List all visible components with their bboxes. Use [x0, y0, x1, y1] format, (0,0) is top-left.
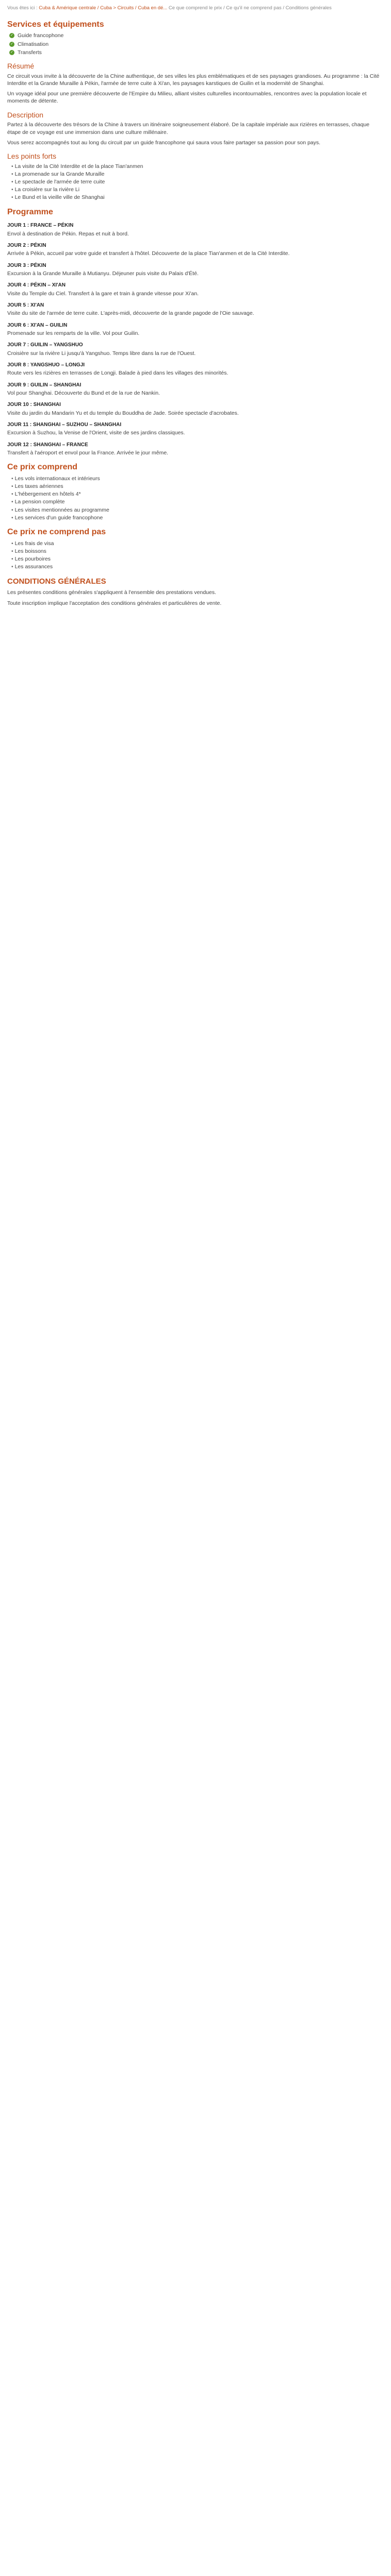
conditions-title: CONDITIONS GÉNÉRALES	[7, 577, 106, 586]
breadcrumb-link[interactable]: Cuba & Amérique centrale / Cuba > Circuits / Cuba en dé...	[39, 5, 168, 11]
day-title: JOUR 12 : SHANGHAI – FRANCE	[7, 442, 88, 448]
highlight-item: • Le Bund et la vieille ville de Shanghai	[11, 194, 384, 201]
day-text: Arrivée à Pékin, accueil par votre guide et transfert à l'hôtel. Découverte de la place Tian'anmen et de la Cité Interdite.	[7, 250, 290, 257]
day-title: JOUR 3 : PÉKIN	[7, 262, 46, 268]
day-title: JOUR 11 : SHANGHAI – SUZHOU – SHANGHAI	[7, 421, 122, 428]
day-text: Excursion à la Grande Muraille à Mutianyu. Déjeuner puis visite du Palais d'Été.	[7, 270, 199, 277]
day-title: JOUR 6 : XI'AN – GUILIN	[7, 322, 68, 328]
price-include-item: • Les services d'un guide francophone	[11, 514, 384, 521]
price-include-item: • L'hébergement en hôtels 4*	[11, 490, 384, 498]
breadcrumb-tail: Ce que comprend le prix / Ce qu'il ne comprend pas / Conditions générales	[168, 5, 332, 11]
day-title: JOUR 2 : PÉKIN	[7, 242, 46, 248]
day-title: JOUR 4 : PÉKIN – XI'AN	[7, 282, 66, 289]
highlights-title: Les points forts	[7, 151, 56, 160]
description-paragraph: Partez à la découverte des trésors de la Chine à travers un itinéraire soigneusement élaboré. De la capitale impériale aux rizières en terrasses, chaque étape de ce voyage est une immersion dans une culture millénaire.	[7, 122, 370, 135]
intro-title: Résumé	[7, 61, 35, 70]
day-title: JOUR 7 : GUILIN – YANGSHUO	[7, 342, 83, 348]
price-exclude-item: • Les pourboires	[11, 555, 384, 563]
description-paragraph: Vous serez accompagnés tout au long du circuit par un guide francophone qui saura vous faire partager sa passion pour son pays.	[7, 139, 321, 146]
day-text: Visite du Temple du Ciel. Transfert à la gare et train à grande vitesse pour Xi'an.	[7, 290, 199, 297]
day-text: Promenade sur les remparts de la ville. Vol pour Guilin.	[7, 330, 140, 337]
intro-paragraph: Ce circuit vous invite à la découverte de la Chine authentique, de ses villes les plus emblématiques et de ses paysages grandioses. Au programme : la Cité Interdite et la Grande Muraille à Pékin, l'armée de terre cuite à Xi'an, les paysages karstiques de Guilin et la modernité de Shanghai.	[7, 73, 380, 87]
conditions-paragraph: Toute inscription implique l'acceptation des conditions générales et particulières de vente.	[7, 600, 222, 606]
day-text: Visite du site de l'armée de terre cuite. L'après-midi, découverte de la grande pagode de l'Oie sauvage.	[7, 310, 254, 317]
highlight-item: • Le spectacle de l'armée de terre cuite	[11, 178, 384, 185]
highlight-item: • La promenade sur la Grande Muraille	[11, 171, 384, 178]
price-exclude-item: • Les boissons	[11, 548, 384, 555]
highlight-item: • La visite de la Cité Interdite et de la place Tian'anmen	[11, 163, 384, 170]
price-include-item: • Les vols internationaux et intérieurs	[11, 475, 384, 482]
service-item: ✓ Transferts	[9, 49, 384, 56]
day-text: Route vers les rizières en terrasses de Longji. Balade à pied dans les villages des minorités.	[7, 370, 229, 377]
conditions-paragraph: Les présentes conditions générales s'appliquent à l'ensemble des prestations vendues.	[7, 589, 217, 596]
service-item: ✓ Climatisation	[9, 41, 384, 48]
day-title: JOUR 10 : SHANGHAI	[7, 402, 61, 408]
check-icon: ✓	[9, 50, 14, 55]
day-title: JOUR 8 : YANGSHUO – LONGJI	[7, 362, 85, 368]
day-text: Vol pour Shanghai. Découverte du Bund et de la rue de Nankin.	[7, 390, 160, 397]
price-include-item: • La pension complète	[11, 498, 384, 505]
program-list	[7, 222, 384, 456]
day-title: JOUR 9 : GUILIN – SHANGHAI	[7, 382, 82, 388]
day-text: Visite du jardin du Mandarin Yu et du temple du Bouddha de Jade. Soirée spectacle d'acrobates.	[7, 410, 239, 416]
price-excludes-title: Ce prix ne comprend pas	[7, 527, 106, 536]
intro-paragraph: Un voyage idéal pour une première découverte de l'Empire du Milieu, alliant visites culturelles incontournables, rencontres avec la population locale et moments de détente.	[7, 91, 367, 105]
day-text: Excursion à Suzhou, la Venise de l'Orient, visite de ses jardins classiques.	[7, 430, 185, 436]
day-text: Envol à destination de Pékin. Repas et nuit à bord.	[7, 230, 129, 237]
day-text: Transfert à l'aéroport et envol pour la France. Arrivée le jour même.	[7, 450, 169, 456]
price-exclude-item: • Les frais de visa	[11, 540, 384, 547]
price-include-item: • Les visites mentionnées au programme	[11, 506, 384, 514]
services-title: Services et équipements	[7, 20, 104, 29]
day-title: JOUR 1 : FRANCE – PÉKIN	[7, 223, 74, 229]
highlight-item: • La croisière sur la rivière Li	[11, 186, 384, 193]
services-list	[7, 32, 384, 56]
check-icon: ✓	[9, 42, 14, 47]
price-includes-title: Ce prix comprend	[7, 463, 78, 472]
breadcrumb-prefix: Vous êtes ici :	[7, 5, 38, 11]
check-icon: ✓	[9, 33, 14, 38]
program-title: Programme	[7, 207, 53, 216]
breadcrumb	[7, 5, 384, 12]
service-item: ✓ Guide francophone	[9, 32, 384, 39]
day-text: Croisière sur la rivière Li jusqu'à Yangshuo. Temps libre dans la rue de l'Ouest.	[7, 350, 196, 357]
day-title: JOUR 5 : XI'AN	[7, 302, 44, 308]
price-exclude-item: • Les assurances	[11, 563, 384, 570]
price-include-item: • Les taxes aériennes	[11, 483, 384, 490]
description-title: Description	[7, 110, 44, 119]
